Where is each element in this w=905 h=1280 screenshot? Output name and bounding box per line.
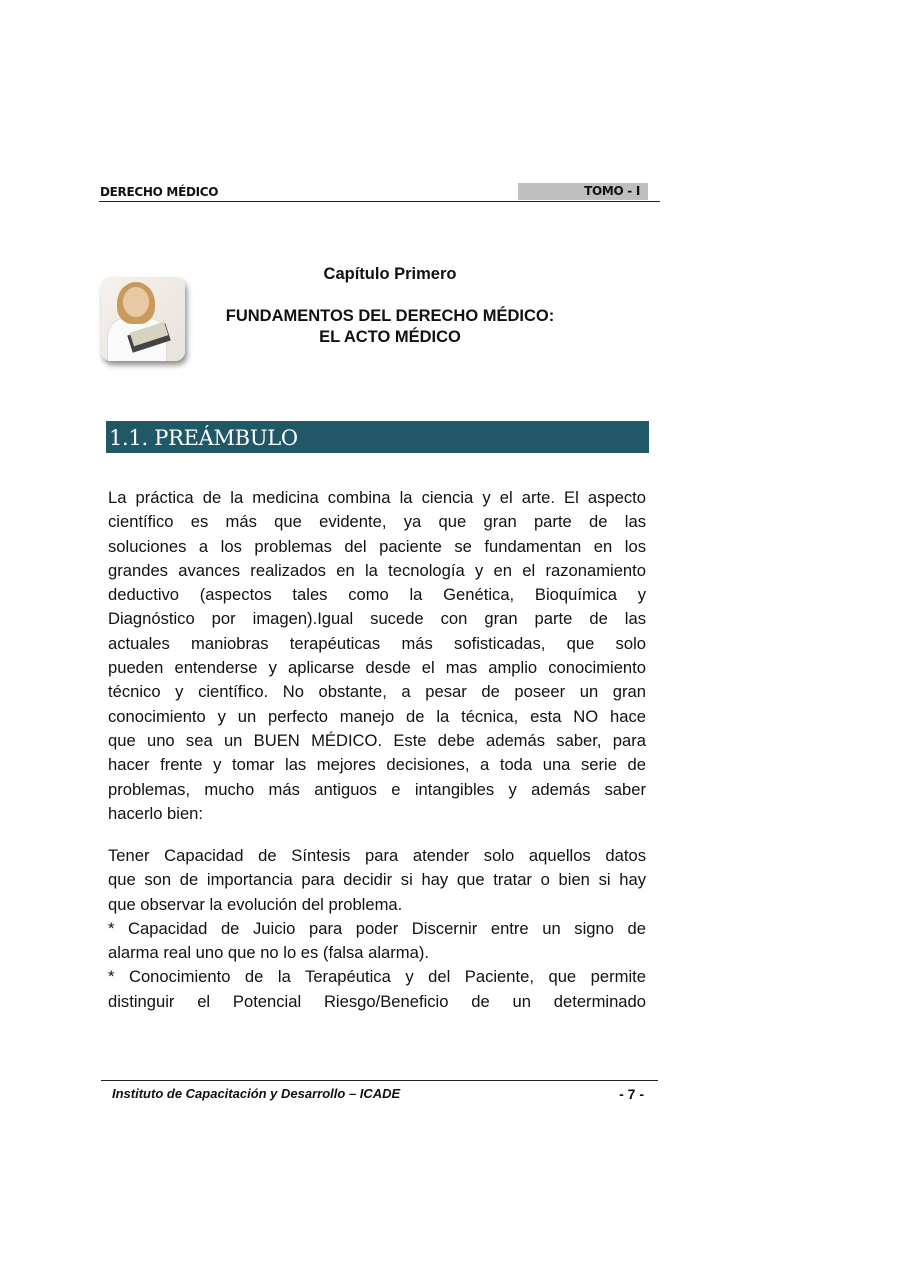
running-header-title: DERECHO MÉDICO — [100, 185, 219, 199]
text-line: soluciones a los problemas del paciente se fundamentan en los — [108, 536, 646, 556]
paragraph-2 — [108, 844, 646, 1014]
text-line: * Conocimiento de la Terapéutica y del Paciente, que permite — [108, 967, 646, 987]
text-line: Diagnóstico por imagen).Igual sucede con gran parte de las — [108, 609, 646, 629]
text-line: actuales maniobras terapéuticas más sofisticadas, que solo — [108, 633, 646, 653]
text-line: que observar la evolución del problema. — [108, 894, 403, 914]
header-rule — [99, 201, 660, 202]
text-line: grandes avances realizados en la tecnología y en el razonamiento — [108, 560, 646, 580]
text-line: técnico y científico. No obstante, a pesar de poseer un gran — [108, 682, 646, 702]
section-heading: 1.1. PREÁMBULO — [106, 421, 649, 453]
footer-institution: Instituto de Capacitación y Desarrollo – ICADE — [112, 1086, 401, 1101]
text-line: hacer frente y tomar las mejores decisiones, a toda una serie de — [108, 755, 646, 775]
text-line: que uno sea un BUEN MÉDICO. Este debe además saber, para — [108, 730, 646, 750]
doctor-photo — [101, 277, 185, 361]
chapter-title-line-2: EL ACTO MÉDICO — [319, 328, 461, 346]
page-number: - 7 - — [619, 1086, 644, 1102]
text-line: pueden entenderse y aplicarse desde el mas amplio conocimiento — [108, 658, 646, 678]
text-line: * Capacidad de Juicio para poder Discernir entre un signo de — [108, 918, 646, 938]
footer-rule — [101, 1080, 658, 1081]
text-line: científico es más que evidente, ya que gran parte de las — [108, 512, 646, 532]
paragraph-1 — [108, 486, 646, 826]
text-line: conocimiento y un perfecto manejo de la técnica, esta NO hace — [108, 706, 646, 726]
text-line: hacerlo bien: — [108, 803, 204, 823]
volume-label: TOMO - I — [518, 183, 648, 200]
text-line: problemas, mucho más antiguos e intangibles y además saber — [108, 779, 646, 799]
text-line: deductivo (aspectos tales como la Genética, Bioquímica y — [108, 585, 646, 605]
chapter-label: Capítulo Primero — [323, 265, 457, 283]
text-line: La práctica de la medicina combina la ciencia y el arte. El aspecto — [108, 488, 646, 507]
text-line: distinguir el Potencial Riesgo/Beneficio de un determinado — [108, 991, 646, 1011]
text-line: Tener Capacidad de Síntesis para atender solo aquellos datos — [108, 846, 646, 865]
text-line: alarma real uno que no lo es (falsa alarma). — [108, 943, 429, 963]
chapter-title-line-1: FUNDAMENTOS DEL DERECHO MÉDICO: — [225, 307, 555, 325]
text-line: que son de importancia para decidir si hay que tratar o bien si hay — [108, 870, 646, 890]
